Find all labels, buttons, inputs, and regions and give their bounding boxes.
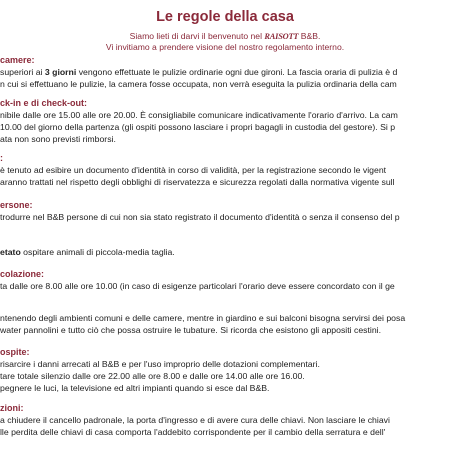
section-ospite <box>0 346 450 394</box>
section-persone <box>0 199 450 223</box>
section-heading: : <box>0 153 3 163</box>
bnb-logo-text: RAISOTT <box>264 32 299 41</box>
section-heading: colazione: <box>0 269 45 279</box>
section-raccomandazioni <box>0 402 450 438</box>
section-line: a chiudere il cancello padronale, la porta d'ingresso e di avere cura delle chiavi. Non lasciare le chiavi <box>0 415 390 425</box>
section-colazione <box>0 268 450 292</box>
section-line: lle perdita delle chiavi di casa comporta l'addebito corrispondente per il cambio della serratura e dell' <box>0 427 386 437</box>
section-heading: ospite: <box>0 347 30 357</box>
section-line: ata non sono previsti rimborsi. <box>0 134 116 144</box>
section-line: è tenuto ad esibire un documento d'identità in corso di validità, per la registrazione secondo le vigent <box>0 165 387 175</box>
welcome-line <box>0 31 450 41</box>
page-title: Le regole della casa <box>156 9 294 25</box>
section-heading: ersone: <box>0 200 33 210</box>
section-heading: zioni: <box>0 403 24 413</box>
section-heading: camere: <box>0 55 35 65</box>
section-line: etato ospitare animali di piccola-media taglia. <box>0 247 175 257</box>
section-line: nibile dalle ore 15.00 alle ore 20.00. È consigliabile comunicare indicativamente l'orario d'arrivo. La cam <box>0 110 398 120</box>
section-line: ta dalle ore 8.00 alle ore 10.00 (in caso di esigenze particolari l'orario deve essere concordato con il ge <box>0 281 395 291</box>
section-line: 10.00 del giorno della partenza (gli ospiti possono lasciare i propri bagagli in custodia del gestore). Si p <box>0 122 396 132</box>
section-line: risarcire i danni arrecati al B&B e per l'uso improprio delle dotazioni complementari. <box>0 359 320 369</box>
section-documents <box>0 152 450 188</box>
section-line: aranno trattati nel rispetto degli obblighi di riservatezza e sicurezza regolati dalla normativa vigente sull <box>0 177 395 187</box>
section-heading: ck-in e di check-out: <box>0 98 88 108</box>
welcome-suffix: B&B. <box>298 31 321 41</box>
section-line: tare totale silenzio dalle ore 22.00 alle ore 8.00 e dalle ore 14.00 alle ore 16.00. <box>0 371 305 381</box>
section-line: n cui si effettuano le pulizie, la camera fosse occupata, non verrà eseguita la pulizia ordinaria della cam <box>0 79 397 89</box>
section-line: ntenendo degli ambienti comuni e delle camere, mentre in giardino e sui balconi bisogna servirsi dei posa <box>0 313 406 323</box>
invitation-line: Vi invitiamo a prendere visione del nostro regolamento interno. <box>105 42 345 52</box>
welcome-text: Siamo lieti di darvi il benvenuto nel <box>129 31 265 41</box>
section-line: water pannolini e tutto ciò che possa ostruire le tubature. Si ricorda che esistono gli appositi cestini. <box>0 325 382 335</box>
section-camere <box>0 54 450 90</box>
section-ambienti <box>0 312 450 336</box>
section-line: superiori ai 3 giorni vengono effettuate le pulizie ordinarie ogni due gironi. La fascia oraria di pulizia è d <box>0 67 398 77</box>
section-check-in-out <box>0 97 450 145</box>
section-animali <box>0 246 450 258</box>
section-line: trodurre nel B&B persone di cui non sia stato registrato il documento d'identità o senza il consenso del p <box>0 212 400 222</box>
section-line: pegnere le luci, la televisione ed altri impianti quando si esce dal B&B. <box>0 383 270 393</box>
